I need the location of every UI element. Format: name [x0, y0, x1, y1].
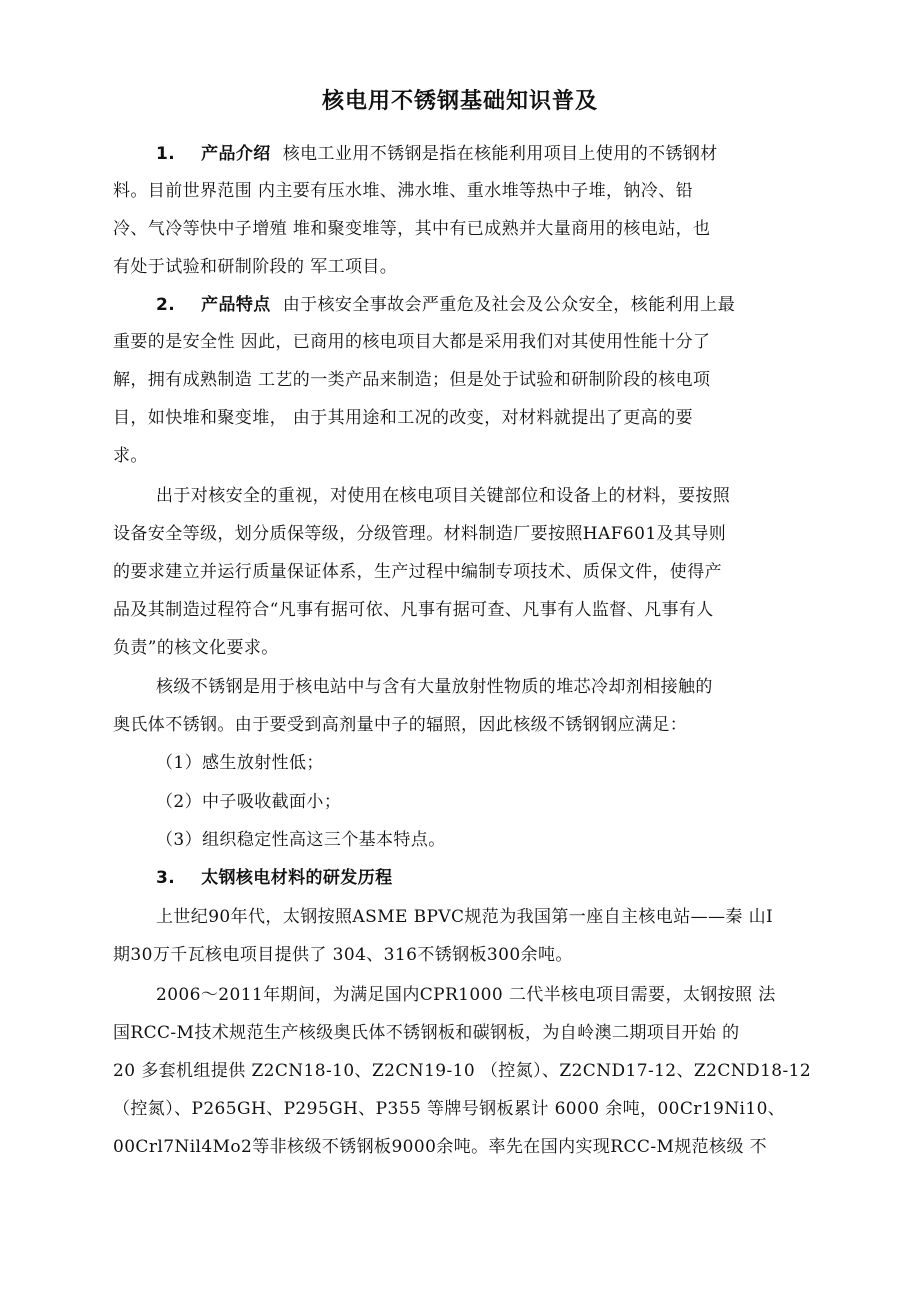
section-2-heading: 产品特点: [201, 295, 271, 315]
section-1-line-4: 有处于试验和研制阶段的 军工项目。: [113, 257, 398, 277]
paragraph-5-line-2: 期30万千瓦核电项目提供了 304、316不锈钢板300余吨。: [113, 945, 573, 965]
section-2-line-1: [156, 293, 856, 317]
paragraph-6-line-3: 20 多套机组提供 Z2CN18-10、Z2CN19-10 （控氮）、Z2CND17-12、Z2CND18-12: [113, 1061, 812, 1081]
requirement-item-1: （1）感生放射性低；: [156, 753, 324, 773]
section-2-line-4: 目，如快堆和聚变堆， 由于其用途和工况的改变，对材料就提出了更高的要: [113, 408, 694, 428]
page-title: 核电用不锈钢基础知识普及: [321, 89, 598, 114]
section-3-line-1: [156, 866, 856, 890]
section-3-heading: 太钢核电材料的研发历程: [201, 868, 393, 888]
section-1-line-2: 料。目前世界范围 内主要有压水堆、沸水堆、重水堆等热中子堆，钠冷、铅: [113, 181, 694, 201]
section-1-line-3: 冷、气冷等快中子增殖 堆和聚变堆等，其中有已成熟并大量商用的核电站，也: [113, 219, 711, 239]
paragraph-6-line-1: 2006〜2011年期间，为满足国内CPR1000 二代半核电项目需要，太钢按照 法: [156, 985, 776, 1005]
section-2-line-3: 解，拥有成熟制造 工艺的一类产品来制造；但是处于试验和研制阶段的核电项: [113, 370, 711, 390]
section-2-line-5: 求。: [113, 446, 148, 466]
paragraph-3-line-3: 的要求建立并运行质量保证体系，生产过程中编制专项技术、质保文件，使得产: [113, 562, 722, 582]
section-2-number: 2.: [156, 295, 176, 315]
paragraph-3-line-5: 负责”的核文化要求。: [113, 638, 279, 658]
paragraph-5-line-1: 上世纪90年代，太钢按照ASME BPVC规范为我国第一座自主核电站——秦 山I: [156, 907, 774, 927]
section-3-number: 3.: [156, 868, 176, 888]
paragraph-3-line-2: 设备安全等级，划分质保等级，分级管理。材料制造厂要按照HAF601及其导则: [113, 524, 727, 544]
paragraph-6-line-2: 国RCC-M技术规范生产核级奥氏体不锈钢板和碳钢板，为自岭澳二期项目开始 的: [113, 1023, 740, 1043]
paragraph-3-line-4: 品及其制造过程符合“凡事有据可依、凡事有据可查、凡事有人监督、凡事有人: [113, 600, 714, 620]
section-1-line-1: [156, 142, 856, 166]
section-2-text: 由于核安全事故会严重危及社会及公众安全，核能利用上最: [282, 295, 736, 315]
paragraph-4-line-1: 核级不锈钢是用于核电站中与含有大量放射性物质的堆芯冷却剂相接触的: [156, 677, 713, 697]
section-1-heading: 产品介绍: [201, 144, 271, 164]
paragraph-6-line-5: 00Crl7Nil4Mo2等非核级不锈钢板9000余吨。率先在国内实现RCC-M规范核级 不: [113, 1137, 768, 1157]
paragraph-4-line-2: 奥氏体不锈钢。由于要受到高剂量中子的辐照，因此核级不锈钢钢应满足：: [113, 715, 688, 735]
paragraph-3-line-1: 出于对核安全的重视，对使用在核电项目关键部位和设备上的材料，要按照: [156, 486, 731, 506]
section-1-number: 1.: [156, 144, 176, 164]
section-2-line-2: 重要的是安全性 因此，已商用的核电项目大都是采用我们对其使用性能十分了: [113, 332, 711, 352]
paragraph-6-line-4: （控氮）、P265GH、P295GH、P355 等牌号钢板累计 6000 余吨，00Cr19Ni10、: [113, 1099, 786, 1119]
requirement-item-3: （3）组织稳定性高这三个基本特点。: [156, 830, 446, 850]
requirement-item-2: （2）中子吸收截面小；: [156, 792, 342, 812]
section-1-text: 核电工业用不锈钢是指在核能利用项目上使用的不锈钢材: [282, 144, 718, 164]
